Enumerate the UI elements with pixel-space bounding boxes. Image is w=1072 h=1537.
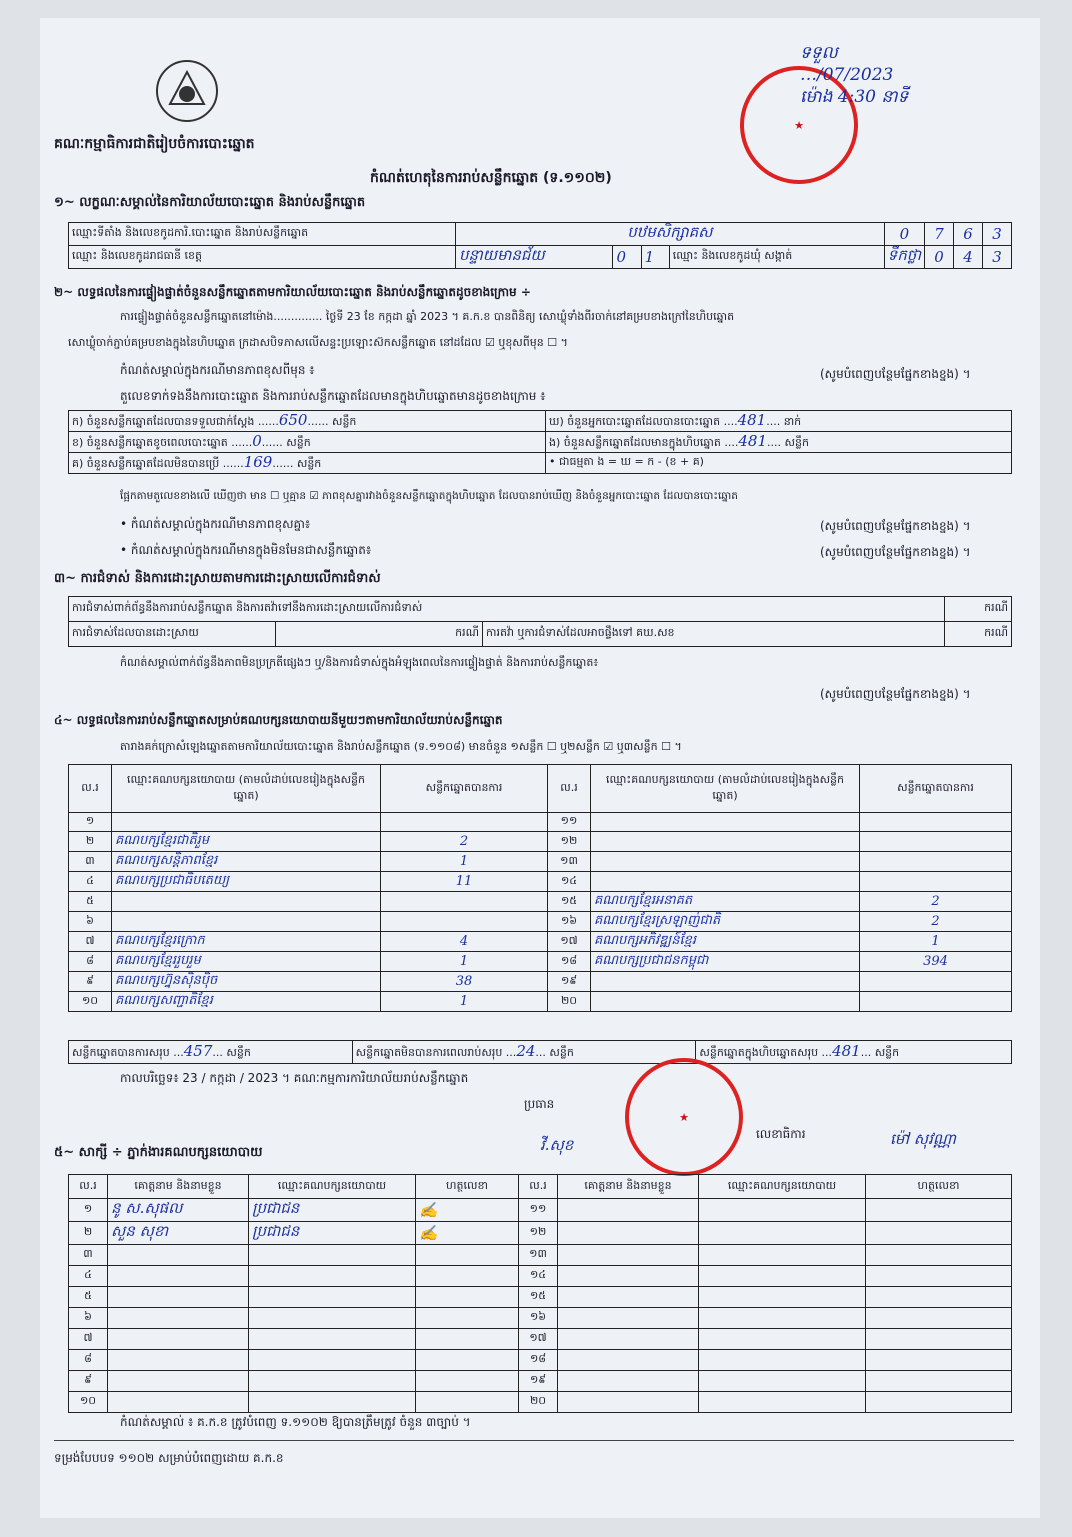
chair-signature: វី.សុខ [540,1136,574,1154]
results-cell [860,832,1012,852]
section5-heading: ៥~ សាក្សី ÷ ភ្នាក់ងារគណបក្សនយោបាយ [54,1145,263,1160]
witness-cell [699,1245,866,1266]
results-cell [591,972,860,992]
divider [54,1440,1014,1441]
totals-row: សន្លឹកឆ្នោតបានការសរុប ...457... សន្លឹក សន្លឹកឆ្នោតមិនបានការពេលរាប់សរុប ...24... សន្លឹក សន្លឹកឆ្នោតក្នុងហិបឆ្នោតសរុប ...481... សន្លឹក [68,1040,1012,1064]
witness-cell [249,1371,416,1392]
witness-cell [699,1287,866,1308]
diff-note: កំណត់សម្គាល់ក្នុងករណីមានភាពខុសពីមុន ៖ [120,363,315,377]
results-cell [591,872,860,892]
results-cell: 38 [381,972,548,992]
results-cell [112,813,381,832]
results-row [69,813,1012,832]
witness-cell: ២០ [519,1392,558,1413]
witness-table: ល.រ គោត្តនាម និងនាមខ្លួន ឈ្មោះគណបក្សនយោបាយ ហត្ថលេខា ល.រ គោត្តនាម និងនាមខ្លួន ឈ្មោះគណបក្សនយោបាយ ហត្ថលេខា ១ នូ ស.សុផល ប្រជាជន ✍ ១១ ២ សួន សុខា ប្រជាជន ✍ ១២ ៣ ១៣ ៤ ១៤ ៥ ១៥ ៦ ១៦ ៧ ១៧ ៨ ១៨ ៩ ១៩ ១០ ២០ [68,1174,1012,1413]
ballot-count-form [40,18,1040,1518]
results-row [69,932,1012,952]
witness-cell: ២ [69,1222,108,1245]
results-cell: 2 [860,912,1012,932]
witness-cell [416,1371,519,1392]
witness-cell [866,1350,1012,1371]
witness-footnote: កំណត់សម្គាល់ ៖ គ.ក.ខ ត្រូវបំពេញ ទ.១១០២ ឱ្យបានត្រឹមត្រូវ ចំនួន ៣ច្បាប់ ។ [120,1415,471,1429]
results-row [69,972,1012,992]
witness-cell [866,1308,1012,1329]
witness-cell [866,1329,1012,1350]
results-cell [860,872,1012,892]
results-cell: ១៥ [548,892,591,912]
results-cell: ៣ [69,852,112,872]
witness-row [69,1287,1012,1308]
witness-cell [249,1245,416,1266]
results-cell: ៦ [69,912,112,932]
bullet-1: • កំណត់សម្គាល់ក្នុងករណីមានភាពខុសគ្នា៖ [120,517,311,531]
witness-cell [108,1329,249,1350]
org-name: គណៈកម្មាធិការជាតិរៀបចំការបោះឆ្នោត [54,136,255,152]
results-cell: 1 [860,932,1012,952]
results-cell: ៤ [69,872,112,892]
results-cell [860,972,1012,992]
witness-cell [558,1371,699,1392]
witness-cell [416,1392,519,1413]
witness-cell [249,1350,416,1371]
results-cell: ១៣ [548,852,591,872]
tally-intro: តារាងគក់ក្រោសំឡេងឆ្នោតតាមការិយាល័យបោះឆ្នោត និងរាប់សន្លឹកឆ្នោត (ទ.១១០៨) មានចំនួន ១សន្លឹក ☐ ឬ២សន្លឹក ☑ ឬ៣សន្លឹក ☐ ។ [120,740,682,753]
official-stamp-top: ★ [740,66,858,184]
check-line-2: សោឃ្លុំចាក់ភ្ជាប់គម្របខាងក្នុងនៃហិបឆ្នោត ក្រដាសបិទភាសលើសន្ទះប្រឡោះស៊កសន្លឹកឆ្នោត នៅដដែល ☑ ឬខុសពីមុន ☐ ។ [68,336,568,349]
witness-cell [699,1392,866,1413]
results-cell: 1 [381,992,548,1012]
witness-cell [108,1392,249,1413]
results-cell: គណបក្សអភិវឌ្ឍន៍ខ្មែរ [591,932,860,952]
results-cell [860,852,1012,872]
witness-cell: ១២ [519,1222,558,1245]
witness-cell: ១៥ [519,1287,558,1308]
results-cell: ១០ [69,992,112,1012]
witness-cell [866,1199,1012,1222]
witness-cell: ១៨ [519,1350,558,1371]
section2-heading: ២~ លទ្ធផលនៃការផ្ទៀងផ្ទាត់ចំនួនសន្លឹកឆ្នោតតាមការិយាល័យបោះឆ្នោត និងរាប់សន្លឹកឆ្នោតដូចខាងក្រោម ÷ [54,285,531,299]
witness-cell [558,1350,699,1371]
chair-label: ប្រធាន [524,1097,555,1111]
results-cell: គណបក្សខ្មែររួបរួម [112,952,381,972]
results-cell: 2 [860,892,1012,912]
results-cell: ៥ [69,892,112,912]
results-table: ល.រ ឈ្មោះគណបក្សនយោបាយ (តាមលំដាប់លេខរៀងក្នុងសន្លឹកឆ្នោត) សន្លឹកឆ្នោតបានការ ល.រ ឈ្មោះគណបក្សនយោបាយ (តាមលំដាប់លេខរៀងក្នុងសន្លឹកឆ្នោត) សន្លឹកឆ្នោតបានការ ១ ១១ ២ គណបក្សខ្មែរជាតិរួម 2 ១២ ៣ គណបក្សសន្តិភាពខ្មែរ 1 ១៣ ៤ គណបក្សប្រជាធិបតេយ្យ 11 ១៤ ៥ ១៥ គណបក្សខ្មែរអនាគត 2 ៦ ១៦ គណបក្សខ្មែរស្រឡាញ់ជាតិ 2 ៧ គណបក្សខ្មែរក្រោក 4 ១៧ គណបក្សអភិវឌ្ឍន៍ខ្មែរ 1 ៨ គណបក្សខ្មែររួបរួម 1 ១៨ គណបក្សប្រជាជនកម្ពុជា 394 ៩ គណបក្សហ្វ៊ុនស៊ិនប៉ិច 38 ១៩ ១០ គណបក្សសញ្ជាតិខ្មែរ 1 ២០ [68,764,1012,1012]
witness-row [69,1199,1012,1222]
results-cell: 1 [381,952,548,972]
results-cell: 394 [860,952,1012,972]
witness-cell: ប្រជាជន [249,1199,416,1222]
witness-row [69,1266,1012,1287]
results-cell: 2 [381,832,548,852]
witness-cell: នូ ស.សុផល [108,1199,249,1222]
witness-cell: ១៧ [519,1329,558,1350]
results-cell [381,892,548,912]
witness-cell: ៦ [69,1308,108,1329]
results-cell: ១៤ [548,872,591,892]
witness-cell: ១៤ [519,1266,558,1287]
fill-note-4: (សូមបំពេញបន្ថែមផ្នែកខាងខ្នង) ។ [820,687,971,701]
witness-cell [699,1350,866,1371]
results-cell [591,832,860,852]
results-row [69,912,1012,932]
results-cell: ១៧ [548,932,591,952]
fill-note-1: (សូមបំពេញបន្ថែមផ្នែកខាងខ្នង) ។ [820,367,971,381]
results-cell: ១១ [548,813,591,832]
fill-note-2: (សូមបំពេញបន្ថែមផ្នែកខាងខ្នង) ។ [820,519,971,533]
results-cell: 1 [381,852,548,872]
results-cell: គណបក្សខ្មែរជាតិរួម [112,832,381,852]
witness-cell: សួន សុខា [108,1222,249,1245]
witness-cell [108,1245,249,1266]
witness-cell [866,1371,1012,1392]
witness-cell: ១៩ [519,1371,558,1392]
results-cell [381,912,548,932]
results-cell [112,912,381,932]
witness-cell [416,1245,519,1266]
witness-cell: ៣ [69,1245,108,1266]
results-row [69,852,1012,872]
witness-cell [108,1350,249,1371]
results-cell: គណបក្សប្រជាធិបតេយ្យ [112,872,381,892]
witness-cell [699,1199,866,1222]
witness-cell [108,1266,249,1287]
witness-cell [866,1245,1012,1266]
witness-cell [558,1287,699,1308]
section1-table: ឈ្មោះទីតាំង និងលេខកូដការិ.បោះឆ្នោត និងរាប់សន្លឹកឆ្នោត បឋមសិក្សាគស 0 7 6 3 ឈ្មោះ និងលេខកូដរាជធានី ខេត្ត បន្ទាយមានជ័យ 0 1 ឈ្មោះ និងលេខកូដឃុំ សង្កាត់ ទឹកថ្លា 0 4 3 [68,222,1012,269]
results-cell [112,892,381,912]
witness-cell [249,1287,416,1308]
witness-cell [699,1371,866,1392]
witness-cell [699,1329,866,1350]
bullet-2: • កំណត់សម្គាល់ក្នុងករណីមានក្នុងមិនមែនជាសន្លឹកឆ្នោត៖ [120,543,372,557]
emblem-icon [150,54,224,128]
witness-cell: ប្រជាជន [249,1222,416,1245]
figures-intro: តួលេខទាក់ទងនឹងការបោះឆ្នោត និងការរាប់សន្លឹកឆ្នោតដែលមានក្នុងហិបឆ្នោតមានដូចខាងក្រោម ៖ [120,389,546,403]
witness-row [69,1392,1012,1413]
official-stamp-bottom: ★ [625,1058,743,1176]
section3-heading: ៣~ ការជំទាស់ និងការដោះស្រាយតាមការដោះស្រាយលើការជំទាស់ [54,571,381,586]
witness-cell [866,1222,1012,1245]
date-line: កាលបរិច្ឆេទ៖ 23 / កក្កដា / 2023 ។ គណៈកម្មការការិយាល័យរាប់សន្លឹកឆ្នោត [120,1071,469,1085]
results-cell: ៩ [69,972,112,992]
results-cell [860,992,1012,1012]
witness-cell [108,1308,249,1329]
witness-cell: ៧ [69,1329,108,1350]
results-cell: ៨ [69,952,112,972]
witness-cell [866,1287,1012,1308]
results-row [69,832,1012,852]
results-cell: គណបក្សខ្មែរក្រោក [112,932,381,952]
results-cell: គណបក្សហ្វ៊ុនស៊ិនប៉ិច [112,972,381,992]
witness-cell [866,1266,1012,1287]
secretary-label: លេខាធិការ [756,1127,806,1141]
results-cell [381,813,548,832]
results-cell: ១២ [548,832,591,852]
witness-cell [866,1392,1012,1413]
witness-cell [558,1329,699,1350]
witness-cell [416,1266,519,1287]
results-row [69,952,1012,972]
fill-note-3: (សូមបំពេញបន្ថែមផ្នែកខាងខ្នង) ។ [820,545,971,559]
objection-note: កំណត់សម្គាល់ពាក់ព័ន្ធនឹងភាពមិនប្រក្រតីផ្សេងៗ ឬ/និងការជំទាស់ក្នុងអំឡុងពេលនៃការផ្ទៀងផ្ទាត់ និងការរាប់សន្លឹកឆ្នោត៖ [120,656,599,669]
results-cell: ១៩ [548,972,591,992]
results-row [69,992,1012,1012]
witness-cell [108,1371,249,1392]
witness-cell [249,1392,416,1413]
witness-cell [108,1287,249,1308]
results-cell [591,813,860,832]
witness-cell [249,1329,416,1350]
witness-cell [416,1329,519,1350]
witness-cell [699,1266,866,1287]
witness-row [69,1222,1012,1245]
results-cell: គណបក្សប្រជាជនកម្ពុជា [591,952,860,972]
witness-cell [416,1308,519,1329]
objection-table: ការជំទាស់ពាក់ព័ន្ធនឹងការរាប់សន្លឹកឆ្នោត និងការតវ៉ាទៅនឹងការដោះស្រាយលើការជំទាស់ ករណី ការជំទាស់ដែលបានដោះស្រាយ ករណី ការតវ៉ា ឬការជំទាស់ដែលអាចផ្ទឹងទៅ គឃ.សខ ករណី [68,596,1012,647]
witness-cell [558,1308,699,1329]
witness-cell [249,1266,416,1287]
witness-cell [558,1245,699,1266]
results-cell [860,813,1012,832]
witness-row [69,1245,1012,1266]
witness-cell: ៤ [69,1266,108,1287]
witness-cell [416,1350,519,1371]
witness-cell: ៩ [69,1371,108,1392]
witness-cell [699,1308,866,1329]
results-row [69,872,1012,892]
received-note: ទទួល …/07/2023 ម៉ោង 4:30 នាទី [800,43,909,107]
witness-cell: ១៣ [519,1245,558,1266]
check-line-1: ការផ្ទៀងផ្ទាត់ចំនួនសន្លឹកឆ្នោតនៅម៉ោង.............. ថ្ងៃទី 23 ខែ កក្កដា ឆ្នាំ 2023 ។ គ.ក.ខ បានពិនិត្យ សោឃ្លុំទាំងពីរចាក់នៅគម្របខាងក្រៅនៃហិបឆ្នោត [120,310,735,323]
results-cell: ១៨ [548,952,591,972]
secretary-signature: ម៉ៅ សុវណ្ណា [890,1130,956,1148]
witness-cell: ✍ [416,1199,519,1222]
results-cell: 11 [381,872,548,892]
results-cell: ១៦ [548,912,591,932]
diff-statement: ផ្អែកតាមតួលេខខាងលើ ឃើញថា មាន ☐ ឬគ្មាន ☑ ភាពខុសគ្នារវាងចំនួនសន្លឹកឆ្នោតក្នុងហិបឆ្នោត ដែលបានរាប់ឃើញ និងចំនួនអ្នកបោះឆ្នោត ដែលបានបោះឆ្នោត [120,490,738,502]
witness-cell [558,1266,699,1287]
witness-cell [558,1199,699,1222]
witness-cell: ១១ [519,1199,558,1222]
results-cell: ៧ [69,932,112,952]
witness-cell: ១០ [69,1392,108,1413]
form-footer: ទម្រង់បែបបទ ១១០២ សម្រាប់បំពេញដោយ គ.ក.ខ [54,1451,284,1465]
results-cell: 4 [381,932,548,952]
results-row [69,892,1012,912]
results-cell: គណបក្សសន្តិភាពខ្មែរ [112,852,381,872]
witness-cell: ៥ [69,1287,108,1308]
witness-row [69,1329,1012,1350]
witness-cell: ១ [69,1199,108,1222]
witness-cell [558,1392,699,1413]
witness-row [69,1350,1012,1371]
results-cell [591,992,860,1012]
results-cell [591,852,860,872]
witness-row [69,1371,1012,1392]
witness-cell [416,1287,519,1308]
section1-heading: ១~ លក្ខណៈសម្គាល់នៃការិយាល័យបោះឆ្នោត និងរាប់សន្លឹកឆ្នោត [54,195,366,210]
witness-cell: ✍ [416,1222,519,1245]
results-cell: គណបក្សខ្មែរស្រឡាញ់ជាតិ [591,912,860,932]
figures-table: ក) ចំនួនសន្លឹកឆ្នោតដែលបានទទួលជាក់ស្តែង ......650...... សន្លឹក ឃ) ចំនួនអ្នកបោះឆ្នោតដែលបានបោះឆ្នោត ....481.... នាក់ ខ) ចំនួនសន្លឹកឆ្នោតខូចពេលបោះឆ្នោត ......0...... សន្លឹក ង) ចំនួនសន្លឹកឆ្នោតដែលមានក្នុងហិបឆ្នោត ....481.... សន្លឹក គ) ចំនួនសន្លឹកឆ្នោតដែលមិនបានប្រើ ......169...... សន្លឹក • ជាធម្មតា ង = ឃ = ក - (ខ + គ) [68,410,1012,474]
results-cell: ១ [69,813,112,832]
results-cell: ២០ [548,992,591,1012]
witness-cell [558,1222,699,1245]
results-cell: គណបក្សខ្មែរអនាគត [591,892,860,912]
results-cell: គណបក្សសញ្ជាតិខ្មែរ [112,992,381,1012]
witness-cell [249,1308,416,1329]
witness-row [69,1308,1012,1329]
witness-cell: ៨ [69,1350,108,1371]
results-cell: ២ [69,832,112,852]
section4-heading: ៤~ លទ្ធផលនៃការរាប់សន្លឹកឆ្នោតសម្រាប់គណបក្សនយោបាយនីមួយៗតាមការិយាល័យរាប់សន្លឹកឆ្នោត [54,713,503,727]
witness-cell [699,1222,866,1245]
form-title: កំណត់ហេតុនៃការរាប់សន្លឹកឆ្នោត (ទ.១១០២) [370,170,612,186]
witness-cell: ១៦ [519,1308,558,1329]
